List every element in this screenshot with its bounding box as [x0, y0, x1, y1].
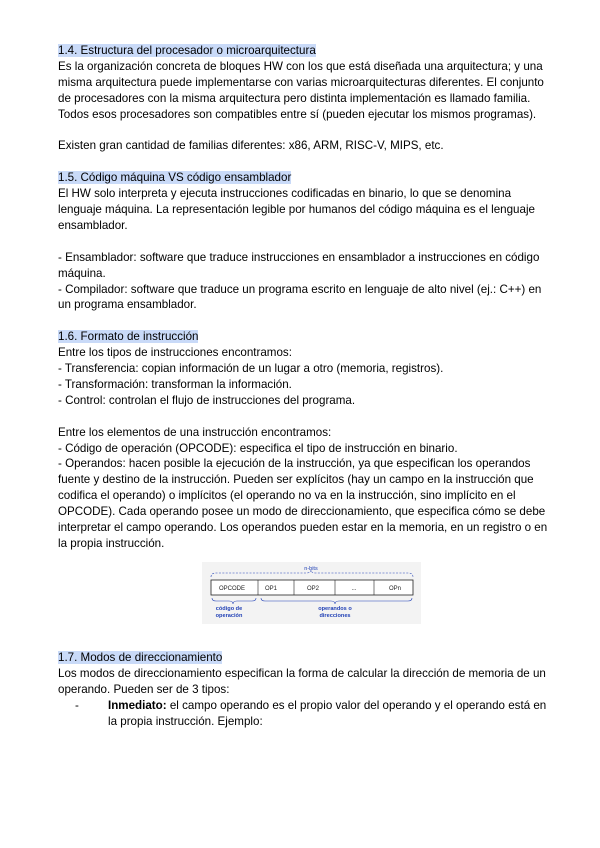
operands-caption-line2: direcciones — [318, 612, 351, 619]
section-1-5-item-assembler: - Ensamblador: software que traduce instrucciones en ensamblador a instrucciones en código máquina. — [58, 250, 540, 280]
instruction-format-diagram — [202, 562, 421, 624]
immediate-term: Inmediato: — [108, 698, 167, 712]
opcode-caption-line2: operación — [215, 612, 242, 619]
section-1-6-elements-intro: Entre los elementos de una instrucción encontramos: — [58, 425, 332, 439]
section-1-4-heading-text: 1.4. Estructura del procesador o microarquitectura — [58, 44, 316, 57]
section-1-6-heading-text: 1.6. Formato de instrucción — [58, 330, 199, 344]
field-op1: OP1 — [264, 585, 277, 592]
section-1-5-heading — [58, 170, 556, 186]
figure-bits-label: n-bits — [303, 565, 318, 572]
list-dash: - — [75, 698, 79, 712]
immediate-description: el campo operando es el propio valor del operando y el operando está en la propia instrucción. Ejemplo: — [108, 698, 547, 728]
section-1-5-paragraph: El HW solo interpreta y ejecuta instrucciones codificadas en binario, lo que se denomina lenguaje máquina. La representación legible por humanos del código máquina es el lenguaje ensamblador. — [58, 187, 535, 232]
section-1-6-type-transform: - Transformación: transforman la información. — [58, 377, 292, 391]
instruction-format-figure — [202, 562, 421, 624]
section-1-5-heading-text: 1.5. Código máquina VS código ensamblador — [58, 171, 292, 185]
opcode-caption-line1: código de — [215, 605, 242, 612]
field-ellipsis: ... — [350, 585, 357, 592]
operands-caption-line1: operandos o — [317, 605, 352, 612]
section-1-7-paragraph: Los modos de direccionamiento especifican la forma de calcular la dirección de memoria de un operando. Pueden ser de 3 tipos: — [58, 666, 546, 696]
section-1-6-heading — [58, 329, 556, 345]
section-1-7-heading-text: 1.7. Modos de direccionamiento — [58, 650, 223, 664]
field-op2: OP2 — [306, 585, 319, 592]
section-1-6-element-operands: - Operandos: hacen posible la ejecución de la instrucción, ya que especifican los operandos fuente y destino de la instrucción. Pueden ser explícitos (hay un campo en la instrucción que codifica el operando) o implícitos (el operando no va en la instrucción, sino implícito en el OPCODE). Cada operando posee un modo de direccionamiento, que especifica cómo se debe interpretar el campo operando. Los operandos pueden estar en la memoria, en un registro o en la propia instrucción. — [58, 457, 548, 551]
section-1-4-families: Existen gran cantidad de familias diferentes: x86, ARM, RISC-V, MIPS, etc. — [58, 139, 444, 153]
section-1-6-element-opcode: - Código de operación (OPCODE): especifica el tipo de instrucción en binario. — [58, 441, 458, 455]
section-1-6-intro: Entre los tipos de instrucciones encontramos: — [58, 346, 292, 360]
field-opcode: OPCODE — [218, 585, 245, 592]
field-opn: OPn — [388, 585, 401, 592]
list-item-immediate — [58, 698, 556, 730]
section-1-4-heading — [58, 43, 556, 59]
section-1-6-type-control: - Control: controlan el flujo de instrucciones del programa. — [58, 393, 356, 407]
section-1-4-paragraph: Es la organización concreta de bloques HW con los que está diseñada una arquitectura; y una misma arquitectura puede implementarse con varias microarquitecturas diferentes. El conjunto de procesadores con la misma arquitectura pero distinta implementación es llamado familia. Todos esos procesadores son compatibles entre sí (pueden ejecutar los mismos programas). — [58, 59, 544, 121]
section-1-7-heading — [58, 650, 556, 666]
section-1-5-item-compiler: - Compilador: software que traduce un programa escrito en lenguaje de alto nivel (ej.: C++) en un programa ensamblador. — [58, 282, 542, 312]
addressing-modes-list — [58, 698, 556, 730]
section-1-6-type-transfer: - Transferencia: copian información de un lugar a otro (memoria, registros). — [58, 362, 444, 376]
